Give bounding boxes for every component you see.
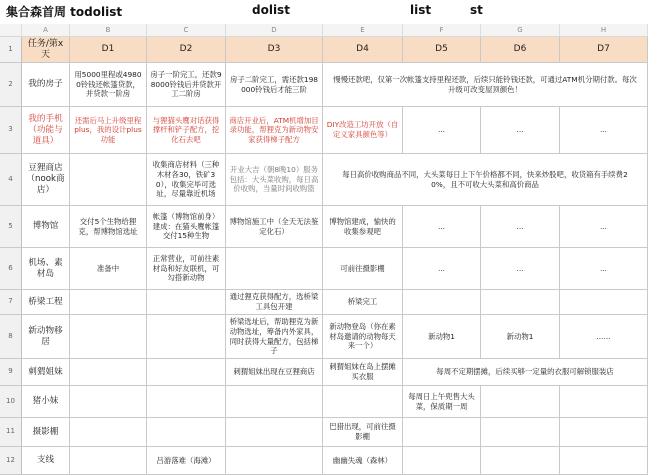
bridge-d6[interactable] xyxy=(481,290,560,315)
bridge-d2[interactable] xyxy=(147,290,226,315)
row-number[interactable]: 10 xyxy=(0,386,22,418)
house-d4-d7[interactable]: 慢慢还款吧，仅第一次帐篷支持里程还款，后续只能铃钱还款，可通过ATM机分期付款。每次升级可改变屋顶颜色！ xyxy=(323,63,648,107)
sisters-d5-d7[interactable]: 每周不定期摆摊，后续买够一定量的衣服可解锁服装店 xyxy=(403,359,648,386)
task-airport[interactable]: 机场、素材岛 xyxy=(22,248,70,290)
shop-d2[interactable]: 收集商店材料（三种木材各30，铁矿30），收集完毕可选址，尽量靠近机场 xyxy=(147,154,226,206)
header-d7[interactable]: D7 xyxy=(560,37,648,63)
sisters-d3[interactable]: 刺猬姐妹出现在豆狸商店 xyxy=(226,359,323,386)
house-d2[interactable]: 房子一阶完工，还款98000铃钱后并贷款开工二阶房 xyxy=(147,63,226,107)
bridge-d3[interactable]: 通过狸克获得配方，选桥梁工具包开建 xyxy=(226,290,323,315)
sisters-d2[interactable] xyxy=(147,359,226,386)
title-bar xyxy=(0,0,648,22)
airport-d6[interactable]: ... xyxy=(481,248,560,290)
task-daisy-mae[interactable]: 猪小妹 xyxy=(22,386,70,418)
daisy-d5[interactable]: 每周日上午兜售大头菜，保质期一周 xyxy=(403,386,481,418)
ghost-title-2: list xyxy=(410,3,432,17)
house-d1[interactable]: 用5000里程或49800铃钱还帐篷贷款，并贷款一阶房 xyxy=(70,63,147,107)
shop-d3[interactable]: 开业大吉（朝8晚10）服务包括：大头菜收购，每日高价收购，当量时间收购篮 xyxy=(226,154,323,206)
photo-d7[interactable] xyxy=(560,418,648,447)
phone-d6[interactable]: ... xyxy=(481,107,560,154)
daisy-d3[interactable] xyxy=(226,386,323,418)
newvill-d7[interactable]: ...... xyxy=(560,315,648,359)
house-d3[interactable]: 房子二阶完工，需还款198000铃钱后才能三阶 xyxy=(226,63,323,107)
row-number[interactable]: 7 xyxy=(0,290,22,315)
phone-d1[interactable]: 还需后马上升级里程plus，我的设计plus功能 xyxy=(70,107,147,154)
row-number[interactable]: 8 xyxy=(0,315,22,359)
row-number[interactable]: 5 xyxy=(0,206,22,248)
ghost-title-3: st xyxy=(470,3,483,17)
task-side-quests[interactable]: 支线 xyxy=(22,447,70,475)
newvill-d6[interactable]: 新动物1 xyxy=(481,315,560,359)
side-d7[interactable] xyxy=(560,447,648,475)
row-number[interactable]: 1 xyxy=(0,37,22,63)
photo-d5[interactable] xyxy=(403,418,481,447)
side-d6[interactable] xyxy=(481,447,560,475)
museum-d7[interactable]: ... xyxy=(560,206,648,248)
phone-d2[interactable]: 与狸猫头鹰对话获得撑杆和铲子配方，挖化石去吧 xyxy=(147,107,226,154)
sisters-d4[interactable]: 刺猬姐妹在岛上摆摊买衣服 xyxy=(323,359,403,386)
column-header-f[interactable]: F xyxy=(403,24,481,37)
side-d3[interactable] xyxy=(226,447,323,475)
photo-d1[interactable] xyxy=(70,418,147,447)
task-able-sisters[interactable]: 刺猬姐妹 xyxy=(22,359,70,386)
airport-d7[interactable]: ... xyxy=(560,248,648,290)
photo-d4[interactable]: 巴猎出现，可前往摄影棚 xyxy=(323,418,403,447)
airport-d5[interactable]: ... xyxy=(403,248,481,290)
header-d5[interactable]: D5 xyxy=(403,37,481,63)
daisy-d4[interactable] xyxy=(323,386,403,418)
ghost-title-1: dolist xyxy=(252,3,290,17)
task-shop[interactable]: 豆狸商店（nook商店） xyxy=(22,154,70,206)
phone-d7[interactable]: ... xyxy=(560,107,648,154)
photo-d2[interactable] xyxy=(147,418,226,447)
museum-d1[interactable]: 交付5个生物给狸克，帮博物馆选址 xyxy=(70,206,147,248)
column-header-c[interactable]: C xyxy=(147,24,226,37)
row-number[interactable]: 12 xyxy=(0,447,22,475)
task-new-villagers[interactable]: 新动物移居 xyxy=(22,315,70,359)
newvill-d5[interactable]: 新动物1 xyxy=(403,315,481,359)
sheet-title: 集合森首周 todolist xyxy=(6,5,123,19)
row-number[interactable]: 2 xyxy=(0,63,22,107)
photo-d3[interactable] xyxy=(226,418,323,447)
side-d2[interactable]: 吕游落难（海滩） xyxy=(147,447,226,475)
airport-d2[interactable]: 正常营业，可前往素材岛和好友联机，可勾搭新动物 xyxy=(147,248,226,290)
phone-d5[interactable]: ... xyxy=(403,107,481,154)
column-header-corner[interactable] xyxy=(0,24,22,37)
airport-d3[interactable] xyxy=(226,248,323,290)
column-header-a[interactable]: A xyxy=(22,24,70,37)
header-task[interactable]: 任务/第x天 xyxy=(22,37,70,63)
header-d6[interactable]: D6 xyxy=(481,37,560,63)
side-d1[interactable] xyxy=(70,447,147,475)
header-d2[interactable]: D2 xyxy=(147,37,226,63)
newvill-d2[interactable] xyxy=(147,315,226,359)
museum-d2[interactable]: 帐篷（博物馆前身）建成：在猫头鹰帐篷交付15种生物 xyxy=(147,206,226,248)
daisy-d7[interactable] xyxy=(560,386,648,418)
shop-d4-d7[interactable]: 每日高价收购商品不同，大头菜每日上下午价格都不同，快来炒股吧，收货箱有手续费20%，且不可收大头菜和高价商品 xyxy=(323,154,648,206)
task-phone[interactable]: 我的手机（功能与道具） xyxy=(22,107,70,154)
row-number[interactable]: 11 xyxy=(0,418,22,447)
photo-d6[interactable] xyxy=(481,418,560,447)
side-d4[interactable]: 幽幽失魂（森林） xyxy=(323,447,403,475)
daisy-d1[interactable] xyxy=(70,386,147,418)
sisters-d1[interactable] xyxy=(70,359,147,386)
column-header-b[interactable]: B xyxy=(70,24,147,37)
column-header-d[interactable]: D xyxy=(226,24,323,37)
row-number[interactable]: 6 xyxy=(0,248,22,290)
phone-d4[interactable]: DIY改造工坊开放（自定义家具颜色等） xyxy=(323,107,403,154)
side-d5[interactable] xyxy=(403,447,481,475)
task-museum[interactable]: 博物馆 xyxy=(22,206,70,248)
task-house[interactable]: 我的房子 xyxy=(22,63,70,107)
column-header-e[interactable]: E xyxy=(323,24,403,37)
header-d4[interactable]: D4 xyxy=(323,37,403,63)
column-header-h[interactable]: H xyxy=(560,24,648,37)
task-photo-studio[interactable]: 摄影棚 xyxy=(22,418,70,447)
bridge-d7[interactable] xyxy=(560,290,648,315)
daisy-d6[interactable] xyxy=(481,386,560,418)
row-number[interactable]: 4 xyxy=(0,154,22,206)
task-bridge[interactable]: 桥梁工程 xyxy=(22,290,70,315)
daisy-d2[interactable] xyxy=(147,386,226,418)
column-header-g[interactable]: G xyxy=(481,24,560,37)
bridge-d4[interactable]: 桥梁完工 xyxy=(323,290,403,315)
museum-d3[interactable]: 博物馆施工中（全天无法鉴定化石） xyxy=(226,206,323,248)
row-number[interactable]: 9 xyxy=(0,359,22,386)
newvill-d4[interactable]: 新动物登岛（你在素材岛邀请的动物每天来一个） xyxy=(323,315,403,359)
header-d3[interactable]: D3 xyxy=(226,37,323,63)
airport-d4[interactable]: 可前往摄影棚 xyxy=(323,248,403,290)
shop-d1[interactable] xyxy=(70,154,147,206)
newvill-d1[interactable] xyxy=(70,315,147,359)
bridge-d1[interactable] xyxy=(70,290,147,315)
newvill-d3[interactable]: 桥梁选址后，帮助狸克为新动物选址，筹备内外家具，同时获得大量配方，包括梯子 xyxy=(226,315,323,359)
phone-d3[interactable]: 商店开业后，ATM机增加目录功能，帮狸克为新动物安家获得梯子配方 xyxy=(226,107,323,154)
museum-d6[interactable]: ... xyxy=(481,206,560,248)
museum-d4[interactable]: 博物馆建成，愉快的收集参观吧 xyxy=(323,206,403,248)
bridge-d5[interactable] xyxy=(403,290,481,315)
header-d1[interactable]: D1 xyxy=(70,37,147,63)
airport-d1[interactable]: 准备中 xyxy=(70,248,147,290)
museum-d5[interactable]: ... xyxy=(403,206,481,248)
row-number[interactable]: 3 xyxy=(0,107,22,154)
